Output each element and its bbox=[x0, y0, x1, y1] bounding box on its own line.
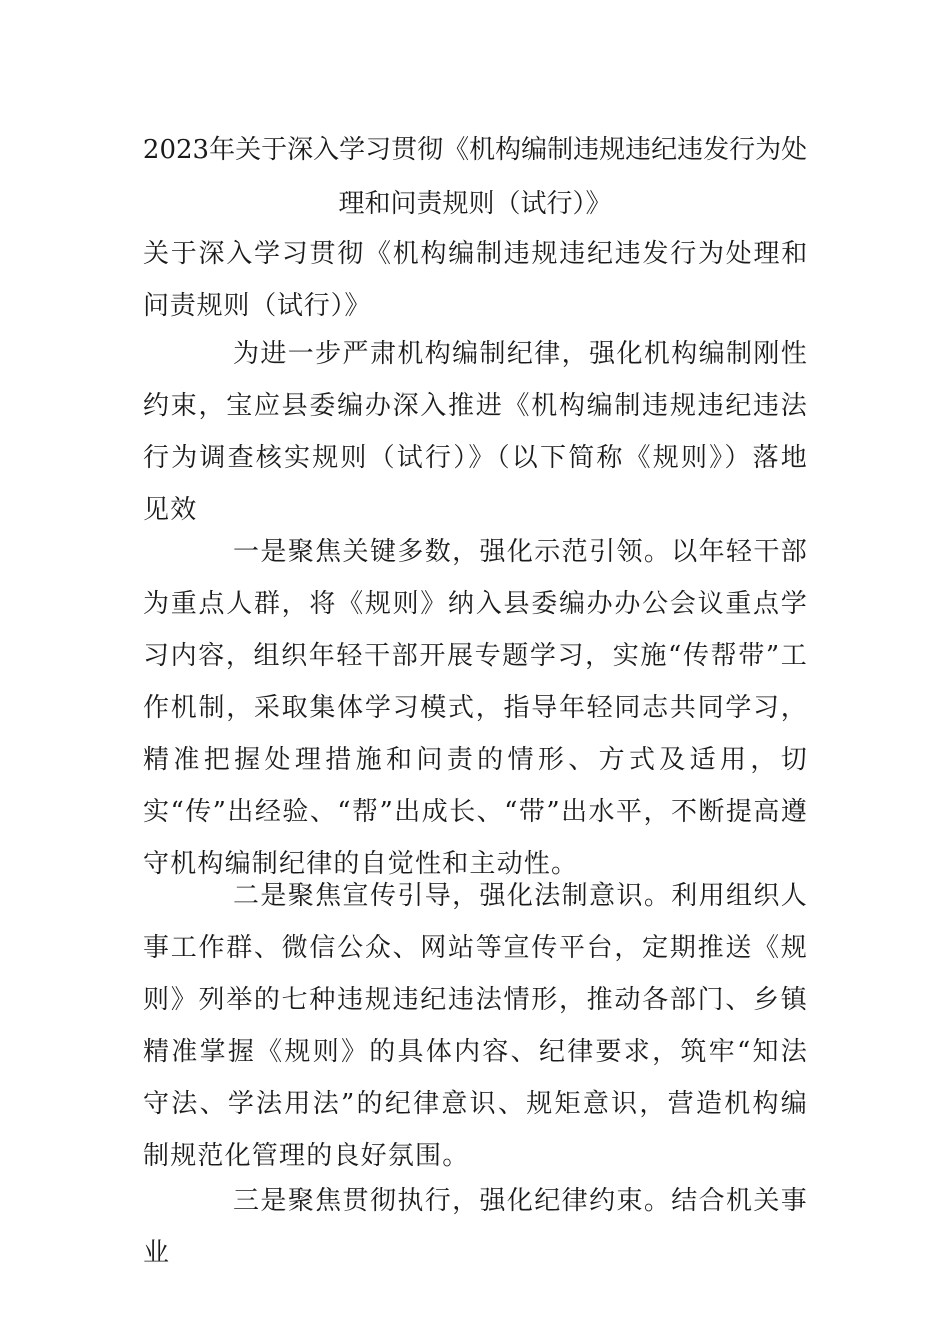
document-title-line-1: 2023年关于深入学习贯彻《机构编制违规违纪违发行为处 bbox=[142, 135, 808, 165]
paragraph-1: 一是聚焦关键多数，强化示范引领。以年轻干部为重点人群，将《规则》纳入县委编办办公会议重点学习内容，组织年轻干部开展专题学习，实施“传帮带”工作机制，采取集体学习模式，指导年轻同志共同学习，精准把握处理措施和问责的情形、方式及适用，切实“传”出经验、“帮”出成长、“带”出水平，不断提高遵守机构编制纪律的自觉性和主动性。 bbox=[143, 537, 808, 879]
intro-paragraph: 为进一步严肃机构编制纪律，强化机构编制刚性约束，宝应县委编办深入推进《机构编制违规违纪违法行为调查核实规则（试行）》（以下简称《规则》）落地见效 bbox=[143, 339, 808, 525]
paragraph-3: 三是聚焦贯彻执行，强化纪律约束。结合机关事业 bbox=[143, 1186, 808, 1268]
paragraph-2: 二是聚焦宣传引导，强化法制意识。利用组织人事工作群、微信公众、网站等宣传平台，定期推送《规则》列举的七种违规违纪违法情形，推动各部门、乡镇精准掌握《规则》的具体内容、纪律要求，筑牢“知法守法、学法用法”的纪律意识、规矩意识，营造机构编制规范化管理的良好氛围。 bbox=[143, 881, 808, 1171]
document-subtitle: 关于深入学习贯彻《机构编制违规违纪违发行为处理和问责规则（试行）》 bbox=[143, 239, 808, 321]
document-title-line-2: 理和问责规则（试行）》 bbox=[338, 189, 612, 219]
